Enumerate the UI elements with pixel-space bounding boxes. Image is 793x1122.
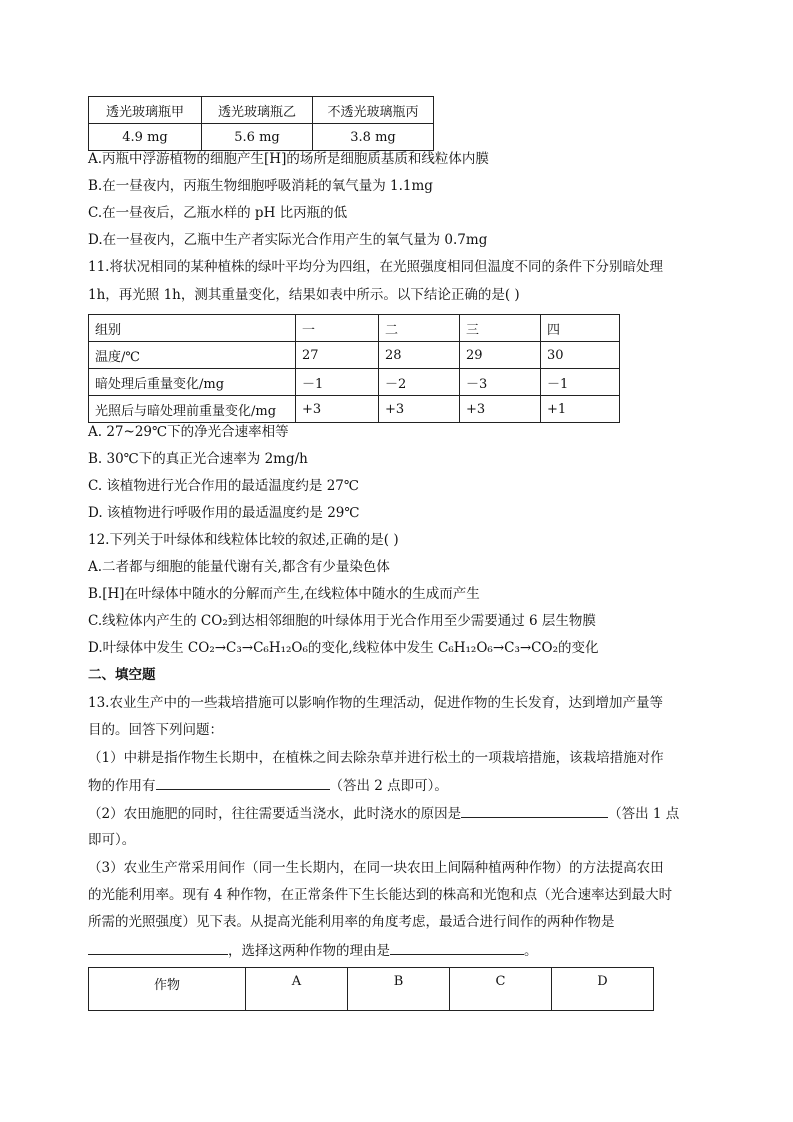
table-cell: －1	[296, 369, 379, 396]
table-cell: 28	[379, 342, 460, 369]
q13-part3-line4	[88, 940, 538, 961]
q12-option-c: C.线粒体内产生的 CO₂到达相邻细胞的叶绿体用于光合作用至少需要通过 6 层生物膜	[88, 613, 596, 629]
q12-option-d: D.叶绿体中发生 CO₂→C₃→C₆H₁₂O₆的变化,线粒体中发生 C₆H₁₂O₆→C₃→CO₂的变化	[88, 640, 599, 656]
q13-part3-line2: 的光能利用率。现有 4 种作物，在正常条件下生长能达到的株高和光饱和点（光合速率达到最大时	[88, 887, 673, 903]
q11-option-a: A. 27~29℃下的净光合速率相等	[88, 424, 289, 440]
q13-part1-line1: （1）中耕是指作物生长期中，在植株之间去除杂草并进行松土的一项栽培措施，该栽培措施对作	[88, 750, 664, 766]
q12-stem: 12.下列关于叶绿体和线粒体比较的叙述,正确的是( )	[88, 532, 399, 548]
table-row	[89, 315, 620, 342]
table-header-cell: C	[450, 968, 552, 1011]
table-row	[89, 369, 620, 396]
table-header-cell: 透光玻璃瓶甲	[89, 97, 202, 124]
q13-part2-line2: 即可）。	[88, 832, 136, 848]
table-row	[89, 124, 434, 151]
table-cell: －2	[379, 369, 460, 396]
table-cell: 温度/℃	[89, 342, 296, 369]
table-cell: 4.9 mg	[89, 124, 202, 151]
table-row	[89, 968, 654, 1011]
q10-option-b: B.在一昼夜内，丙瓶生物细胞呼吸消耗的氧气量为 1.1mg	[88, 178, 433, 194]
table-cell: +3	[296, 396, 379, 423]
table-row	[89, 97, 434, 124]
q11-option-b: B. 30℃下的真正光合速率为 2mg/h	[88, 451, 308, 467]
q13-part2-line1	[88, 803, 679, 824]
table-row	[89, 342, 620, 369]
q11-stem-line1: 11.将状况相同的某种植株的绿叶平均分为四组，在光照强度相同但温度不同的条件下分别暗处理	[88, 259, 663, 275]
table-cell: +3	[460, 396, 541, 423]
answer-blank[interactable]	[88, 940, 228, 955]
table-cell: 27	[296, 342, 379, 369]
answer-blank[interactable]	[461, 803, 608, 818]
table-cell: －1	[541, 369, 620, 396]
q10-option-a: A.丙瓶中浮游植物的细胞产生[H]的场所是细胞质基质和线粒体内膜	[88, 151, 489, 167]
table-header-cell: 透光玻璃瓶乙	[202, 97, 313, 124]
table-cell: 光照后与暗处理前重量变化/mg	[89, 396, 296, 423]
q13-part1-line2	[88, 775, 448, 796]
table-cell: 29	[460, 342, 541, 369]
q13-part2-prefix: （2）农田施肥的同时，往往需要适当浇水，此时浇水的原因是	[88, 806, 462, 822]
table-cell: 三	[460, 315, 541, 342]
table-header-cell: 不透光玻璃瓶丙	[313, 97, 434, 124]
q12-option-a: A.二者都与细胞的能量代谢有关,都含有少量染色体	[88, 559, 390, 575]
q13-part1-prefix: 物的作用有	[88, 778, 156, 794]
table-header-cell: 作物	[89, 968, 246, 1011]
table-cell: +1	[541, 396, 620, 423]
q13-part2-suffix: （答出 1 点	[608, 806, 680, 822]
table-cell: +3	[379, 396, 460, 423]
q10-option-d: D.在一昼夜内，乙瓶中生产者实际光合作用产生的氧气量为 0.7mg	[88, 232, 488, 248]
q13-part3-end: 。	[524, 943, 538, 959]
table-row	[89, 396, 620, 423]
table-header-cell: D	[552, 968, 654, 1011]
table-header-cell: A	[246, 968, 348, 1011]
q11-option-c: C. 该植物进行光合作用的最适温度约是 27℃	[88, 478, 360, 494]
q13-part1-suffix: （答出 2 点即可）。	[329, 778, 448, 794]
q13-part3-line3: 所需的光照强度）见下表。从提高光能利用率的角度考虑，最适合进行间作的两种作物是	[88, 914, 615, 930]
table-cell: 四	[541, 315, 620, 342]
section-title: 二、填空题	[88, 667, 156, 683]
table-cell: 一	[296, 315, 379, 342]
q12-option-b: B.[H]在叶绿体中随水的分解而产生,在线粒体中随水的生成而产生	[88, 586, 480, 602]
temperature-weight-table	[88, 314, 620, 423]
table-header-cell: B	[348, 968, 450, 1011]
q13-stem-line2: 目的。回答下列问题：	[88, 722, 223, 738]
answer-blank[interactable]	[156, 775, 330, 790]
bottle-oxygen-table	[88, 96, 434, 151]
q11-stem-line2: 1h，再光照 1h，测其重量变化，结果如表中所示。以下结论正确的是( )	[88, 287, 520, 303]
q13-part3-line1: （3）农业生产常采用间作（同一生长期内，在同一块农田上间隔种植两种作物）的方法提高农田	[88, 860, 664, 876]
q11-option-d: D. 该植物进行呼吸作用的最适温度约是 29℃	[88, 505, 360, 521]
table-cell: 二	[379, 315, 460, 342]
crop-table	[88, 967, 654, 1011]
answer-blank[interactable]	[390, 940, 524, 955]
table-cell: －3	[460, 369, 541, 396]
table-cell: 暗处理后重量变化/mg	[89, 369, 296, 396]
table-cell: 5.6 mg	[202, 124, 313, 151]
table-cell: 组别	[89, 315, 296, 342]
q10-option-c: C.在一昼夜后，乙瓶水样的 pH 比丙瓶的低	[88, 205, 348, 221]
table-cell: 30	[541, 342, 620, 369]
q13-part3-mid: ，选择这两种作物的理由是	[228, 943, 390, 959]
q13-stem-line1: 13.农业生产中的一些栽培措施可以影响作物的生理活动，促进作物的生长发育，达到增加产量等	[88, 695, 663, 711]
table-cell: 3.8 mg	[313, 124, 434, 151]
